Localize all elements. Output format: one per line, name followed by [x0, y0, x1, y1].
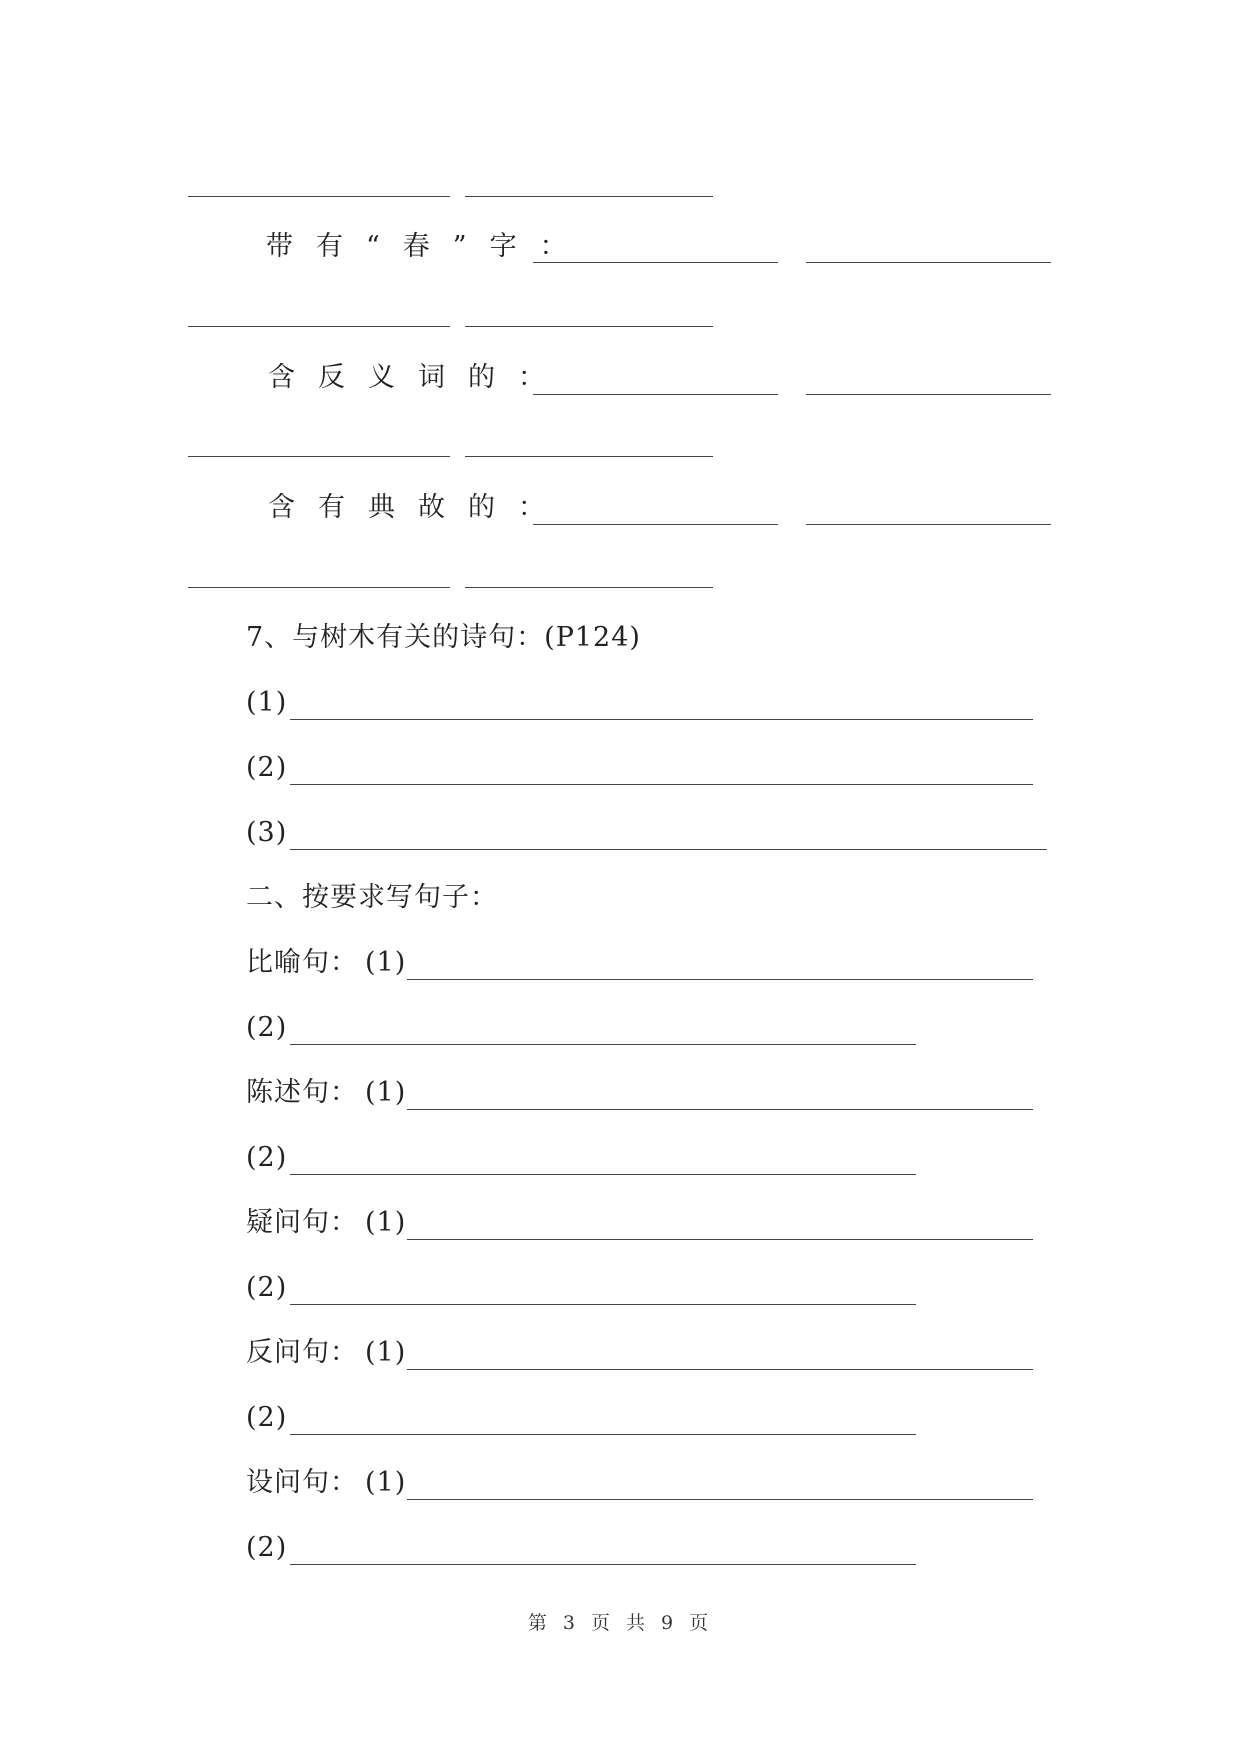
sentence-group-declarative-2	[0, 1141, 1241, 1181]
answer-blank[interactable]	[290, 1174, 916, 1175]
answer-blank[interactable]	[806, 262, 1051, 263]
prompt-label-chun: 带有“春”字：	[266, 231, 590, 262]
answer-blank[interactable]	[188, 326, 450, 327]
item-number: (1)	[365, 1077, 407, 1108]
question-7-title: 7、与树木有关的诗句：(P124)	[246, 622, 641, 653]
prompt-label-allusion: 含有典故的：	[268, 492, 568, 523]
sentence-group-question-1	[0, 1206, 1241, 1246]
sentence-group-simile-2	[0, 1011, 1241, 1051]
item-number: (2)	[246, 1532, 288, 1563]
answer-blank[interactable]	[806, 394, 1051, 395]
answer-blank[interactable]	[407, 1499, 1033, 1500]
answer-blank[interactable]	[407, 1369, 1033, 1370]
blank-row-continuation-4	[0, 551, 1241, 591]
sentence-type-label: 疑问句：	[246, 1207, 358, 1238]
sentence-type-label: 反问句：	[246, 1337, 358, 1368]
answer-blank[interactable]	[407, 1109, 1033, 1110]
answer-blank[interactable]	[465, 196, 713, 197]
item-number: (2)	[246, 1272, 288, 1303]
answer-blank[interactable]	[407, 1239, 1033, 1240]
answer-blank[interactable]	[290, 719, 1033, 720]
answer-blank[interactable]	[188, 456, 450, 457]
prompt-label-antonym: 含反义词的：	[268, 362, 568, 393]
item-number: (1)	[365, 1207, 407, 1238]
blank-row-continuation-3	[0, 420, 1241, 460]
question-7-heading	[0, 621, 1241, 661]
answer-blank[interactable]	[465, 326, 713, 327]
item-number: (1)	[246, 687, 288, 718]
item-number: (2)	[246, 1402, 288, 1433]
answer-blank[interactable]	[290, 849, 1047, 850]
item-number: (2)	[246, 1142, 288, 1173]
page-number-footer: 第 3 页 共 9 页	[527, 1612, 714, 1634]
sentence-type-label: 设问句：	[246, 1467, 358, 1498]
sentence-group-rhetorical-1	[0, 1336, 1241, 1376]
sentence-type-label: 陈述句：	[246, 1077, 358, 1108]
sentence-group-hypophora-1	[0, 1466, 1241, 1506]
answer-blank[interactable]	[290, 784, 1033, 785]
answer-blank[interactable]	[407, 979, 1033, 980]
answer-blank[interactable]	[290, 1564, 916, 1565]
prompt-row-chun	[0, 230, 1241, 270]
answer-blank[interactable]	[188, 196, 450, 197]
q7-item-2	[0, 751, 1241, 791]
answer-blank[interactable]	[465, 456, 713, 457]
item-number: (1)	[365, 1337, 407, 1368]
answer-blank[interactable]	[533, 524, 778, 525]
blank-row-continuation-1	[0, 160, 1241, 200]
answer-blank[interactable]	[290, 1044, 916, 1045]
item-number: (2)	[246, 1012, 288, 1043]
q7-item-3	[0, 816, 1241, 856]
answer-blank[interactable]	[806, 524, 1051, 525]
blank-row-continuation-2	[0, 290, 1241, 330]
item-number: (2)	[246, 752, 288, 783]
answer-blank[interactable]	[533, 262, 778, 263]
item-number: (1)	[365, 947, 407, 978]
prompt-row-allusion	[0, 491, 1241, 531]
answer-blank[interactable]	[290, 1304, 916, 1305]
answer-blank[interactable]	[533, 394, 778, 395]
section-2-title: 二、按要求写句子：	[246, 882, 498, 913]
sentence-group-declarative-1	[0, 1076, 1241, 1116]
item-number: (1)	[365, 1467, 407, 1498]
answer-blank[interactable]	[188, 587, 450, 588]
prompt-row-antonym	[0, 361, 1241, 401]
sentence-group-rhetorical-2	[0, 1401, 1241, 1441]
answer-blank[interactable]	[465, 587, 713, 588]
q7-item-1	[0, 686, 1241, 726]
sentence-group-simile-1	[0, 946, 1241, 986]
sentence-group-hypophora-2	[0, 1531, 1241, 1571]
sentence-group-question-2	[0, 1271, 1241, 1311]
sentence-type-label: 比喻句：	[246, 947, 358, 978]
section-2-heading	[0, 881, 1241, 921]
item-number: (3)	[246, 817, 288, 848]
answer-blank[interactable]	[290, 1434, 916, 1435]
